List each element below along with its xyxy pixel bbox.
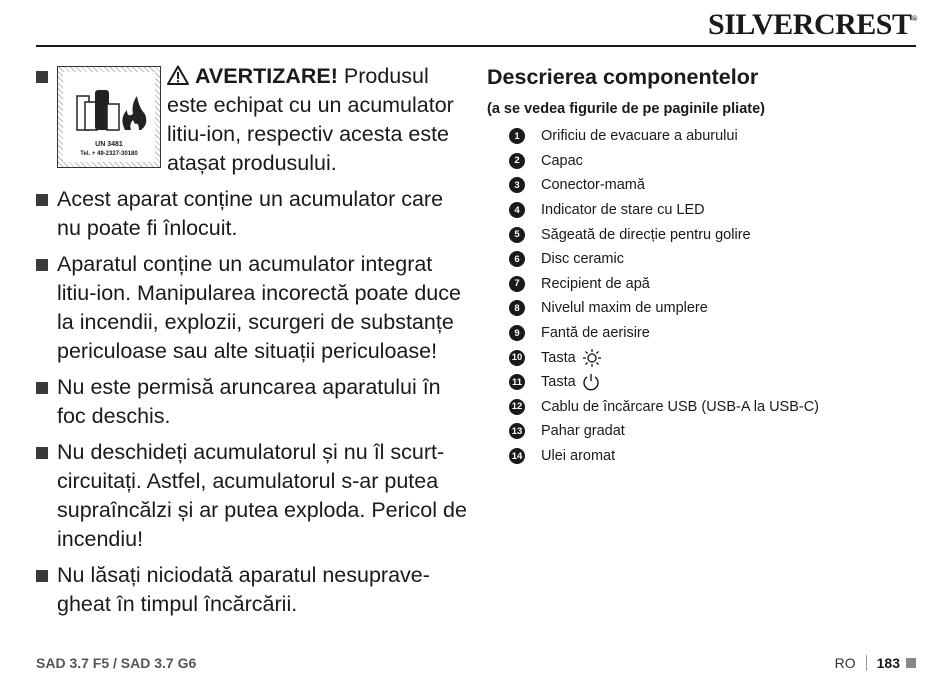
page-footer [835,655,916,671]
component-item [487,345,917,370]
component-label: Capac [541,152,583,169]
component-label: Cablu de încărcare USB (USB-A la USB-C) [541,398,820,415]
component-item [487,272,917,297]
battery-warning-label [57,66,161,168]
footer-square [906,658,916,668]
safety-item-text: Nu lăsați niciodată aparatul nesuprave-gheat în timpul încărcării. [57,563,430,616]
component-number: 1 [509,128,525,144]
component-label: Conector-mamă [541,177,645,194]
component-item [487,173,917,198]
page-number: 183 [876,655,900,671]
component-number: 7 [509,276,525,292]
safety-item [36,438,468,554]
warning-body: Produsul este echipat cu un acumulator litiu-ion, respectiv acesta este atașat produsului. [167,64,454,175]
component-label: Nivelul maxim de umplere [541,300,708,317]
component-number: 6 [509,251,525,267]
component-item [487,370,917,395]
bullet [36,194,48,206]
safety-column [36,62,468,626]
component-item [487,124,917,149]
header-rule [36,45,916,47]
component-number: 3 [509,177,525,193]
warning-triangle-icon [167,65,189,85]
footer-divider [866,655,867,671]
light-icon [581,348,603,368]
component-number: 8 [509,300,525,316]
warning-item [36,62,468,178]
safety-item [36,373,468,431]
section-subtitle: (a se vedea figurile de pe paginile pliate) [487,101,765,117]
component-item [487,444,917,469]
component-item [487,247,917,272]
warning-text [167,62,468,178]
component-label: Orificiu de evacuare a aburului [541,128,738,145]
component-number: 10 [509,350,525,366]
component-number: 11 [509,374,525,390]
component-number: 14 [509,448,525,464]
component-number: 4 [509,202,525,218]
component-label: Fantă de aerisire [541,325,650,342]
model-number: SAD 3.7 F5 / SAD 3.7 G6 [36,655,197,671]
component-label: Disc ceramic [541,251,624,268]
component-item [487,419,917,444]
bullet [36,382,48,394]
warning-title: AVERTIZARE! [194,64,338,88]
component-label: Pahar gradat [541,423,625,440]
silvercrest-logo [708,8,917,42]
component-number: 13 [509,423,525,439]
safety-item [36,250,468,366]
component-item [487,149,917,174]
component-label: Ulei aromat [541,448,616,465]
component-item [487,222,917,247]
safety-item [36,185,468,243]
registered-mark: ® [911,14,917,23]
bullet [36,259,48,271]
component-item [487,296,917,321]
component-label: Recipient de apă [541,275,650,292]
component-number: 5 [509,227,525,243]
bullet [36,71,48,83]
component-item [487,395,917,420]
component-item [487,198,917,223]
language-code: RO [834,655,856,671]
safety-item-text: Nu este permisă aruncarea aparatului în foc deschis. [57,375,441,428]
battery-fire-icon [69,74,149,134]
component-label: Săgeată de direcție pentru golire [541,226,751,243]
logo-text: SILVERCREST [708,8,912,41]
component-number: 2 [509,153,525,169]
component-label: Indicator de stare cu LED [541,202,705,219]
power-icon [581,372,601,392]
bullet [36,447,48,459]
section-title: Descrierea componentelor [487,65,759,89]
safety-item-text: Acest aparat conține un acumulator care nu poate fi înlocuit. [57,187,444,240]
safety-item-text: Nu deschideți acumulatorul și nu îl scurt-circuitați. Astfel, acumulatorul s-ar putea supraîncălzi și ar putea exploda. Pericol de incendiu! [57,440,467,551]
safety-item-text: Aparatul conține un acumulator integrat litiu-ion. Manipularea incorectă poate duce la incendii, explozii, scurgeri de substanțe periculoase sau alte situații periculoase! [57,252,461,363]
safety-item [36,561,468,619]
component-number: 9 [509,325,525,341]
bullet [36,570,48,582]
un-number: UN 3481 [95,141,123,148]
component-number: 12 [509,399,525,415]
component-label: Tasta [541,349,576,366]
label-phone: Tel. + 49-2327-30180 [80,151,138,157]
component-item [487,321,917,346]
components-column [487,63,917,468]
component-label: Tasta [541,374,576,391]
